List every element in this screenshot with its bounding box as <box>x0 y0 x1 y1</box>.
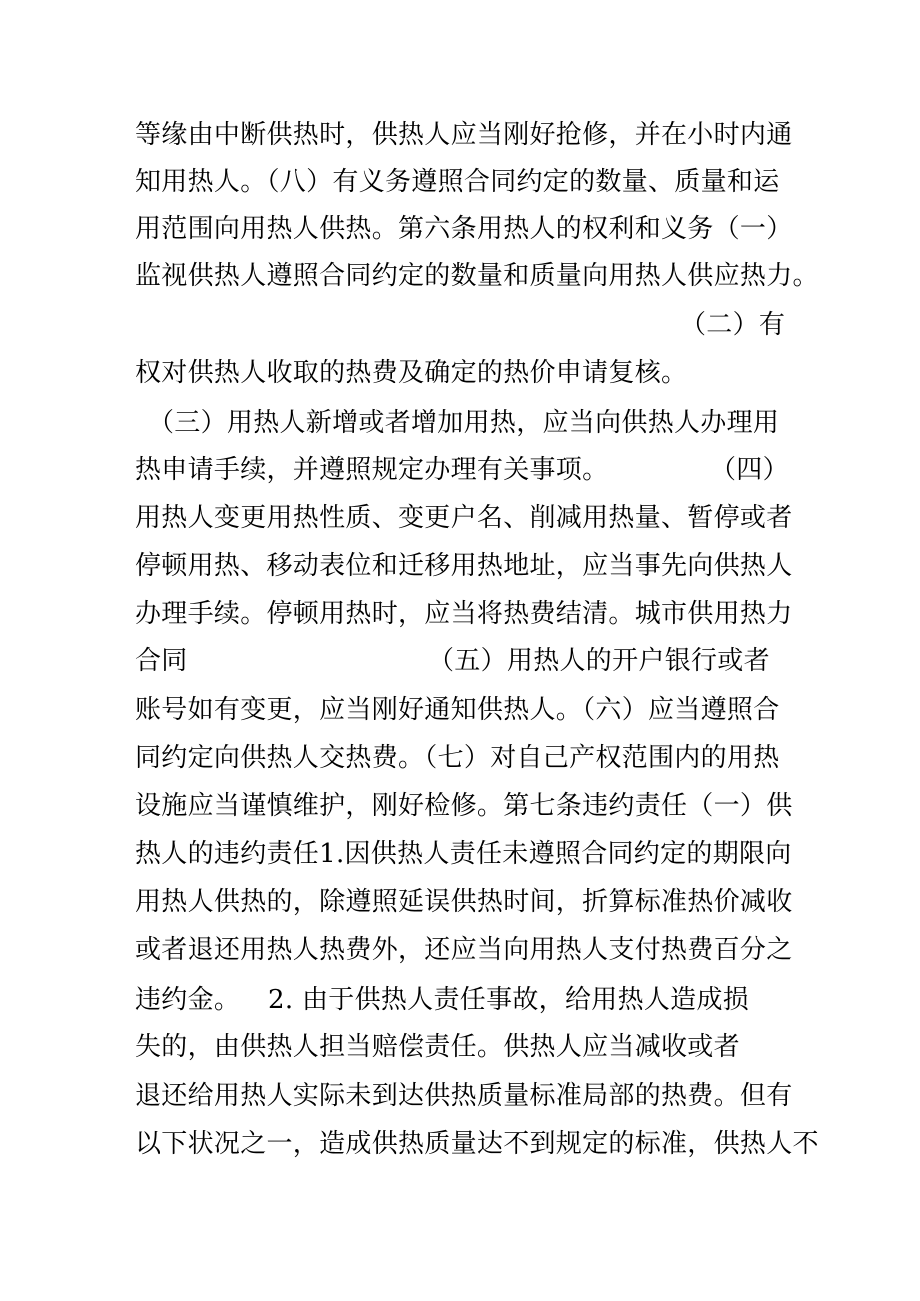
text-line-5: （二）有 <box>680 310 786 340</box>
text-line-17: 设施应当谨慎维护，刚好检修。第七条违约责任（一）供 <box>135 791 793 821</box>
text-line-9: （四） <box>710 455 789 485</box>
text-line-10: 用热人变更用热性质、变更户名、削减用热量、暂停或者 <box>135 503 793 533</box>
text-line-7: （三）用热人新增或者增加用热，应当向供热人办理用 <box>148 408 780 438</box>
text-line-25: 以下状况之一，造成供热质量达不到规定的标准，供热人不 <box>135 1129 819 1159</box>
text-line-22: 2. 由于供热人责任事故，给用热人造成损 <box>268 985 750 1015</box>
text-line-2: 知用热人。（八）有义务遵照合同约定的数量、质量和运 <box>135 167 780 197</box>
text-line-23: 失的，由供热人担当赔偿责任。供热人应当减收或者 <box>135 1032 740 1062</box>
text-line-8: 热申请手续，并遵照规定办理有关事项。 <box>135 455 609 485</box>
text-line-19: 用热人供热的，除遵照延误供热时间，折算标准热价减收 <box>135 887 793 917</box>
text-line-4: 监视供热人遵照合同约定的数量和质量向用热人供应热力。 <box>135 261 819 291</box>
text-line-24: 退还给用热人实际未到达供热质量标准局部的热费。但有 <box>135 1081 793 1111</box>
text-line-6: 权对供热人收取的热费及确定的热价申请复核。 <box>135 358 688 388</box>
text-line-1: 等缘由中断供热时，供热人应当刚好抢修，并在小时内通 <box>135 120 793 150</box>
text-line-21: 违约金。 <box>135 985 241 1015</box>
text-line-12: 办理手续。停顿用热时，应当将热费结清。城市供用热力 <box>135 599 793 629</box>
text-line-13: 合同 <box>135 646 188 676</box>
text-line-11: 停顿用热、移动表位和迁移用热地址，应当事先向供热人 <box>135 551 793 581</box>
text-line-3: 用范围向用热人供热。第六条用热人的权利和义务（一） <box>135 214 793 244</box>
text-line-15: 账号如有变更，应当刚好通知供热人。（六）应当遵照合 <box>135 695 780 725</box>
text-line-18: 热人的违约责任1.因供热人责任未遵照合同约定的期限向 <box>135 839 792 869</box>
text-line-14: （五）用热人的开户银行或者 <box>428 646 770 676</box>
text-line-20: 或者退还用热人热费外，还应当向用热人支付热费百分之 <box>135 935 793 965</box>
text-line-16: 同约定向供热人交热费。（七）对自己产权范围内的用热 <box>135 743 780 773</box>
